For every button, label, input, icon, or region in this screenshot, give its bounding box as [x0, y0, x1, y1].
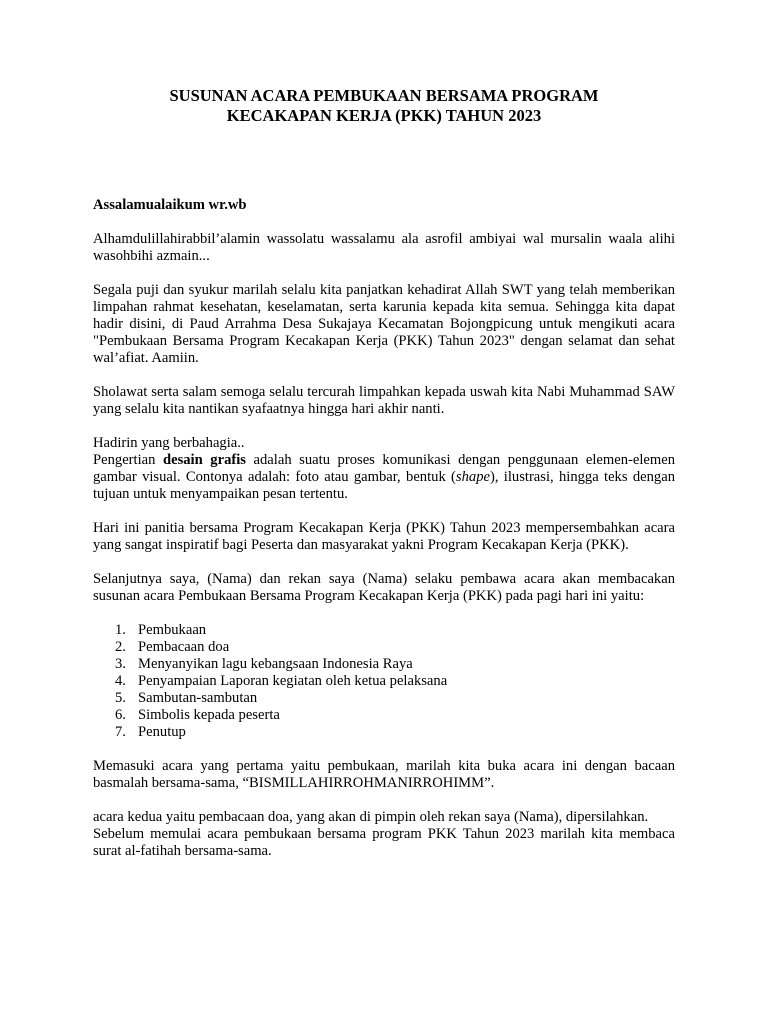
list-item	[93, 656, 675, 673]
paragraph-program-intro: Hari ini panitia bersama Program Kecakapan Kerja (PKK) Tahun 2023 mempersembahkan acara yang sangat inspiratif bagi Peserta dan masyarakat yakni Program Kecakapan Kerja (PKK).	[93, 520, 675, 553]
agenda-number: 5.	[115, 690, 126, 706]
agenda-text: Penyampaian Laporan kegiatan oleh ketua pelaksana	[138, 673, 448, 689]
paragraph-al-fatihah: Sebelum memulai acara pembukaan bersama program PKK Tahun 2023 marilah kita membaca surat al-fatihah bersama-sama.	[93, 826, 675, 859]
p5-text-a: Pengertian	[93, 452, 163, 468]
agenda-number: 2.	[115, 639, 126, 655]
paragraph-sholawat: Sholawat serta salam semoga selalu tercurah limpahkan kepada uswah kita Nabi Muhammad SAW yang selalu kita nantikan syafaatnya hingga hari akhir nanti.	[93, 384, 675, 417]
document-page	[93, 86, 675, 860]
document-title	[93, 86, 675, 126]
agenda-text: Pembacaan doa	[138, 639, 230, 655]
p5-italic-term: shape	[455, 469, 490, 485]
list-item	[93, 690, 675, 707]
agenda-text: Menyanyikan lagu kebangsaan Indonesia Raya	[138, 656, 413, 672]
list-item	[93, 622, 675, 639]
title-line-1: SUSUNAN ACARA PEMBUKAAN BERSAMA PROGRAM	[169, 86, 599, 105]
agenda-number: 4.	[115, 673, 126, 689]
agenda-number: 3.	[115, 656, 126, 672]
p5-text-b: adalah suatu proses komunikasi dengan penggunaan elemen-elemen gambar visual. Contonya adalah: foto atau gambar, bentuk (	[93, 452, 675, 485]
agenda-list	[93, 622, 675, 741]
list-item	[93, 707, 675, 724]
agenda-number: 7.	[115, 724, 126, 740]
list-item	[93, 639, 675, 656]
paragraph-second-agenda: acara kedua yaitu pembacaan doa, yang akan di pimpin oleh rekan saya (Nama), dipersilahkan.	[93, 809, 649, 825]
greeting: Assalamualaikum wr.wb	[93, 197, 247, 213]
list-item	[93, 673, 675, 690]
title-line-2: KECAKAPAN KERJA (PKK) TAHUN 2023	[226, 106, 542, 125]
agenda-text: Sambutan-sambutan	[138, 690, 258, 706]
agenda-text: Simbolis kepada peserta	[138, 707, 280, 723]
p5-bold-term: desain grafis	[162, 452, 246, 468]
paragraph-first-agenda: Memasuki acara yang pertama yaitu pembukaan, marilah kita buka acara ini dengan bacaan basmalah bersama-sama, “BISMILLAHIRROHMANIRROHIMM”.	[93, 758, 675, 791]
paragraph-gratitude: Segala puji dan syukur marilah selalu kita panjatkan kehadirat Allah SWT yang telah memberikan limpahan rahmat kesehatan, keselamatan, serta karunia kepada kita semua. Sehingga kita dapat hadir disini, di Paud Arrahma Desa Sukajaya Kecamatan Bojongpicung untuk mengikuti acara "Pembukaan Bersama Program Kecakapan Kerja (PKK) Tahun 2023" dengan selamat dan sehat wal’afiat. Aamiin.	[93, 282, 675, 366]
list-item	[93, 724, 675, 741]
agenda-text: Penutup	[138, 724, 186, 740]
paragraph-audience-greeting: Hadirin yang berbahagia..	[93, 435, 245, 451]
p5-text-c: ), ilustrasi, hingga teks dengan tujuan untuk menyampaikan pesan tertentu.	[93, 469, 675, 502]
agenda-text: Pembukaan	[138, 622, 207, 638]
agenda-number: 6.	[115, 707, 126, 723]
agenda-number: 1.	[115, 622, 126, 638]
paragraph-mc-intro: Selanjutnya saya, (Nama) dan rekan saya (Nama) selaku pembawa acara akan membacakan susunan acara Pembukaan Bersama Program Kecakapan Kerja (PKK) pada pagi hari ini yaitu:	[93, 571, 675, 604]
paragraph-opening-prayer: Alhamdulillahirabbil’alamin wassolatu wassalamu ala asrofil ambiyai wal mursalin waala alihi wasohbihi azmain...	[93, 231, 675, 264]
paragraph-desain-grafis	[93, 452, 675, 503]
